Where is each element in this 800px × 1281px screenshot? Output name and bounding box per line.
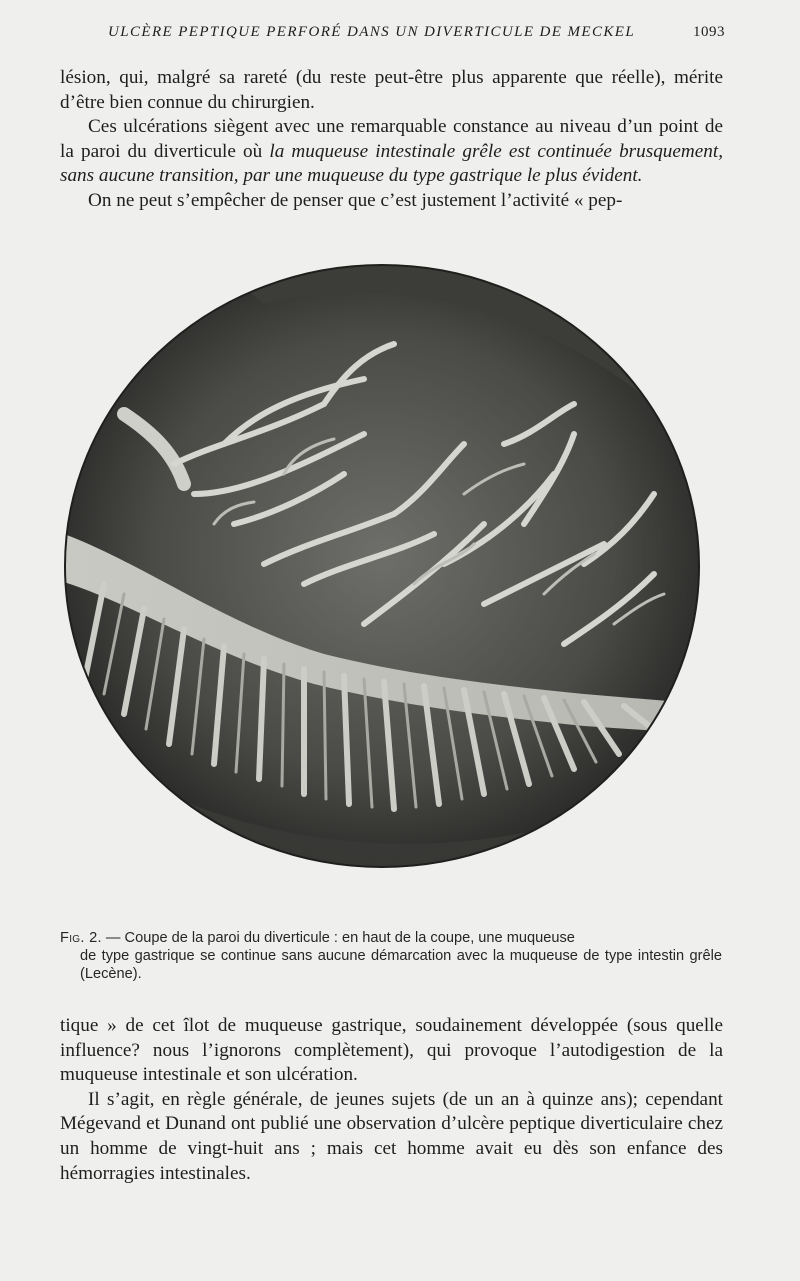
running-head-title: ULCÈRE PEPTIQUE PERFORÉ DANS UN DIVERTICULE DE MECKEL (108, 24, 636, 40)
paragraph-3: On ne peut s’empêcher de penser que c’est justement l’activité « pep- (88, 189, 623, 211)
page-number: 1093 (693, 24, 725, 40)
paragraph-2-italic: la muqueuse intestinale grêle est continuée brusquement, sans aucune transition, par une muqueuse du type gastrique le plus évident. (60, 140, 723, 187)
paragraph-4: tique » de cet îlot de muqueuse gastrique, soudainement développée (sous quelle influence? nous l’ignorons complètement), qui provoque l’autodigestion de la muqueuse intestinale et son ulcération. (60, 1015, 723, 1086)
micrograph-figure (64, 264, 700, 868)
running-head (60, 24, 725, 46)
caption-line-1: — Coupe de la paroi du diverticule : en haut de la coupe, une muqueuse (101, 930, 575, 946)
top-text-block (60, 66, 723, 214)
paragraph-5: Il s’agit, en règle générale, de jeunes sujets (de un an à quinze ans); cependant Mégevand et Dunand ont publié une observation d’ulcère peptique diverticulaire chez un homme de vingt-huit ans ; mais cet homme avait eu dès son enfance des hémorragies intestinales. (60, 1088, 723, 1184)
paragraph-2-lead: Ces ulcérations siègent avec une remarquable constance au niveau d’un point de la paroi du diverticule où (60, 116, 723, 162)
paragraph-2 (60, 115, 723, 189)
figure-caption (60, 929, 722, 984)
bottom-text-block (60, 1014, 723, 1186)
paragraph-1: lésion, qui, malgré sa rareté (du reste peut-être plus apparente que réelle), mérite d’être bien connue du chirurgien. (60, 67, 723, 113)
caption-continuation: de type gastrique se continue sans aucune démarcation avec la muqueuse de type intestin grêle (Lecène). (80, 948, 722, 983)
micrograph-image (64, 264, 700, 868)
figure-label: Fig. 2. (60, 930, 102, 946)
